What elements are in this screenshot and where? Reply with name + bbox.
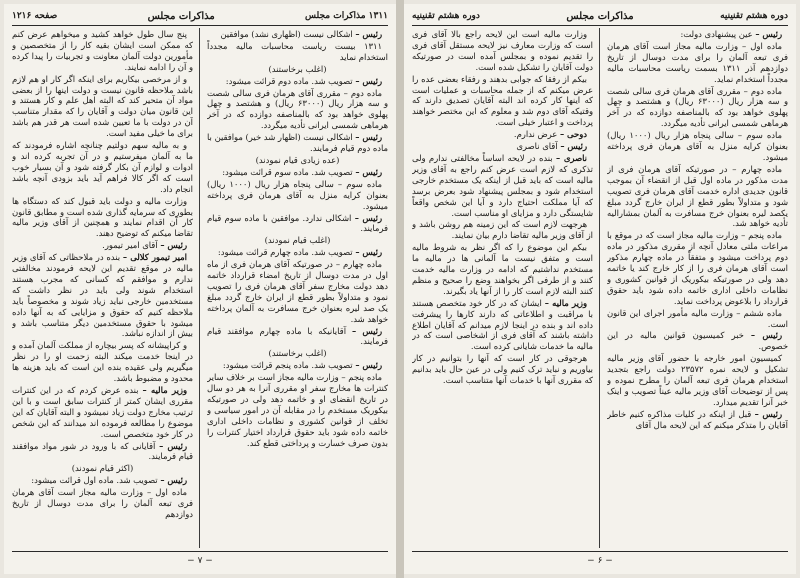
book-gutter: [396, 0, 404, 578]
page-number: − ۶ −: [587, 556, 613, 566]
body-paragraph: ۱۳۱۱ بیست ریاست محاسبات مالیه مجدداً استخدام نماید: [207, 40, 388, 62]
text-column-right: [207, 29, 388, 549]
speaker-name: امیر تیمور کلالی –: [122, 252, 187, 263]
speech-text: تصویب شد. ماده چهارم قرائت میشود:: [217, 247, 353, 258]
speaker-name: وزیر مالیه –: [544, 297, 588, 308]
speaker-paragraph: [607, 29, 788, 40]
vote-note: (اغلب برخاستند): [268, 348, 327, 359]
vote-note: (عده زیادی قیام نمودند): [255, 154, 340, 165]
speech-text: عین پیشنهادی دولت:: [680, 29, 753, 39]
speaker-name: رئیس –: [750, 330, 782, 341]
vote-note: (اغلب قیام نمودند): [264, 235, 331, 246]
body-paragraph: کمیسیون امور خارجه با حضور آقای وزیر مالیه تشکیل و لایحه نمره ۲۳۵۷۲ دولت راجع بتجدید استخدام هرمان فری تبعه آلمان را مطرح نموده و پس از توضیحات آقای وزیر مالیه عیناً تصویب و اینک خبر آنرا تقدیم میدارد.: [607, 353, 788, 407]
header-left: دوره هشتم تقنینیه: [412, 11, 480, 21]
page-left: [4, 4, 396, 574]
body-paragraph: بیکم از رفقا که جوابی بدهند و رفقاء بعضی عده را عرض میکنم که از جمله محاسبات و عملیات است که اینها کار کرده اند البته آقایان تصدیق دارند که وقتیکه آقای دوم شد و معلوم که این مختصر خواهند پرداخت و اعتبار خیلی است.: [412, 73, 593, 128]
page-header: [12, 8, 388, 24]
header-right: دوره هشتم تقنینیه: [720, 11, 788, 21]
speaker-paragraph: [207, 213, 388, 235]
page-right: [404, 4, 796, 574]
text-column-left: [412, 29, 593, 549]
speaker-paragraph: [207, 360, 388, 371]
body-paragraph: و کراپیشانه که پسر بیچاره از مملکت آلمان آمده و در اینجا خدمت میکند البته زحمت او را در نظر میگیریم ولی عقیده بنده این است که باید هزینه ها محدود و مضبوط باشد.: [12, 340, 193, 384]
speaker-paragraph: [12, 240, 193, 251]
speech-text: قبل از اینکه در کلیات مذاکره کنیم خاطر آقایان را متذکر میکنم که این لایحه مال آقای: [607, 408, 788, 430]
speaker-name: رئیس –: [755, 29, 782, 39]
speaker-name: ناصری –: [556, 152, 588, 163]
speech-text: آقای امیر تیمور.: [102, 240, 158, 251]
header-left: صفحه ۱۲۱۶: [12, 11, 58, 21]
speaker-paragraph: [207, 326, 388, 348]
speech-text: تصویب شد. ماده پنجم قرائت میشود:: [222, 360, 353, 371]
speech-text: تصویب شد. ماده سوم قرائت میشود:: [222, 166, 353, 177]
body-paragraph: وزارت مالیه و دولت باید قبول کند که دستگاه ها بطوری که سرمایه گذاری شده است و مطابق قانون کار آن اقدام نمایند و همچنین از آقای وزیر مالیه تقاضا میکنم که توضیح دهند.: [12, 195, 193, 239]
speaker-paragraph: [12, 475, 193, 486]
speaker-paragraph: [207, 132, 388, 154]
speech-text: بنده در ملاحظاتی که آقای وزیر مالیه در موقع تقدیم این لایحه فرمودند مخالفتی ندارم و موافقم که کسانی که مجرب هستند استخدام شوند ولی باید در نظر داشت که مستخدمین خارجی نباید زیاد شوند و مخصوصاً باید ملاحظه کنیم که حقوق و مزایایی که به آنها داده میشود با حقوق مستخدمین دیگر متناسب باشد و بیش از اندازه نباشد.: [12, 252, 193, 339]
speaker-name: رئیس –: [355, 29, 382, 39]
header-title: مذاکرات مجلس: [147, 10, 215, 22]
speaker-name: رئیس –: [754, 408, 782, 419]
body-paragraph: پنج سال طول خواهد کشید و میخواهم عرض کنم که ممکن است ایشان بقیه کار را از متخصصین و مأمورین دولت آلمان معاونت و تجربیات را پیدا کرده و آن را ادامه نمایند.: [12, 29, 193, 72]
speaker-name: رئیس –: [159, 440, 187, 451]
speech-text: خبر کمیسیون قوانین مالیه در این خصوص.: [607, 330, 788, 352]
header-right: ۱۳۱۱ مذاکرات مجلس: [305, 11, 388, 21]
speaker-paragraph: [607, 330, 788, 352]
speaker-name: وزیر مالیه –: [142, 385, 187, 395]
speaker-name: دوحی –: [559, 129, 587, 140]
body-paragraph: ماده چهارم – در صورتیکه آقای هرمان فری از مدت مذکور در ماده اول قبل از انقضاء آن بموجب قانون جدیدی اداره خدمت آقای هرمان فری تصویب شود و متداولاً بطور قطع از ایران خارج گردد مبلغ یکصد لیره بعنوان خرج مسافرت به آلمان بمشارالیه تأدیه خواهد شد.: [607, 163, 788, 229]
speaker-name: رئیس –: [352, 325, 383, 336]
speech-text: آقای ناصری: [516, 141, 558, 152]
speech-text: تصویب شد. ماده اول قرائت میشود:: [31, 475, 158, 486]
body-paragraph: ماده پنجم – وزارت مالیه مجاز است که در موقع با مراعات ملتی معادل آنچه از مقرری مذکور در ماده دوم پرداخت میشود و متفقاً در ماده چهارم مذکور است آقای هرمان فری را از کار خارج کند یا خاتمه دهد ولی در صورتیکه بیکوریک از قوانین کشوری و نظامات داخلی اداری خاتمه داده شود باید حقوق قرارداد را بلاعوض پرداخت نماید.: [607, 230, 788, 306]
speech-text: آقایانی که با ورود در شور مواد موافقند قیام فرمایند.: [12, 440, 193, 462]
speaker-name: رئیس –: [355, 132, 383, 143]
vote-note: (اغلب برخاستند): [268, 63, 327, 74]
speaker-paragraph: [12, 385, 193, 440]
speech-text: ایشان که در کار خود متخصص هستند با مراقبت و اطلاعاتی که دارند کارها را پیشرفت داده اند و بنده در اینجا لازم میدانم که آقایان اطلاع داشته باشند که آقای فری از اشخاصی است که در مالیه ما خدمات شایانی کرده است.: [412, 297, 593, 352]
speech-text: آقایانیکه با ماده چهارم موافقند قیام فرمایند.: [207, 325, 388, 347]
body-paragraph: و به مالیه سهم دولتیم چنانچه اشاره فرمودند که ما به آلمان میفرستیم و در آن تجربه کرده اند و ادوات و لوازم آن بکار گرفته شود و آن بسیار خوب است که اگر کالا فراهم آید باید بزودی آنچه باشد انجام داد.: [12, 140, 193, 194]
speaker-name: رئیس –: [355, 75, 382, 86]
speaker-name: رئیس –: [560, 141, 587, 152]
speaker-paragraph: [207, 247, 388, 258]
body-paragraph: هرجوقی در کار است که آنها را بتوانیم در کار بیاوریم و نباید ترک کنیم ولی در عین حال باید بدانیم که مقرری آنها با خدمات آنها متناسب است.: [412, 353, 593, 386]
speaker-paragraph: [12, 252, 193, 339]
page-number: − ۷ −: [187, 556, 213, 566]
speaker-paragraph: [412, 129, 593, 140]
body-paragraph: ماده سوم – سالی پنجاه هزار ریال (۱۰۰۰ ریال) بعنوان کرایه منزل به آقای هرمان فری پرداخته میشود.: [207, 178, 388, 211]
speech-text: عرض ندارم.: [513, 129, 558, 140]
footer-rule: [412, 551, 788, 552]
body-paragraph: ماده ششم – وزارت مالیه مأمور اجرای این قانون است.: [607, 307, 788, 329]
body-paragraph: ماده پنجم – وزارت مالیه مجاز است بر خلاف سایر کنترات ها مخارج سفر او مقرری آنرا به هر دو سال در تاریخ انقضای او و خاتمه دهد ولی در صورتیکه بیکوریک مستخدم را در مقابله آن در امور سیاسی و تخلف از قوانین کشوری و نظامات داخلی اداری خاتمه داده شود باید حقوق قرارداد اختیار کنترات را بدون صرف خسارت و پرداختی قطع کند.: [207, 372, 388, 448]
speaker-paragraph: [607, 409, 788, 431]
speech-text: اشکالی نیست (اظهار شد خیر) موافقین با ماده دوم قیام فرمایند.: [207, 132, 388, 154]
speech-text: بنده عرض کردم که در این کنترات مقرری ایشان کمتر از کنترات سابق است و با این ترتیب مخارج دولت زیاد نمیشود و البته آقایان که این موضوع را مطالعه فرموده اند میدانند که این شخص در کار خود متخصص است.: [12, 385, 193, 439]
speaker-name: رئیس –: [160, 475, 187, 486]
speaker-paragraph: [412, 298, 593, 353]
speech-text: اشکالی نیست (اظهاری نشد) موافقین: [220, 29, 353, 39]
body-paragraph: بیکم این موضوع را که اگر نظر به شروط مالیه است و متفق نیست ما آلمانی ها در مالیه ما مستخدم نداشتیم که ادامه در وزارت مالیه خدمت کنند و از طرفی اگر بخواهند وضع را صحیح و منظم کنند البته لازم است کار را از آنها یاد بگیرند.: [412, 242, 593, 296]
body-paragraph: ماده دوم – مقرری آقای هرمان فری سالی شصت و سه هزار ریال (۶۳۰۰۰ ریال) و هشتصد و چهل پهلوی خواهد بود که بالمناصفه دوازده که در آخر هرماهی شمسی ایرانی تأدیه میگردد.: [607, 85, 788, 129]
body-paragraph: وزارت مالیه است این لایحه راجع بالا آقای فری است که وزارت معارف نیز لایحه مستقل آقای فری را تقدیم نموده و بمجلس آمده است در صورتیکه دولت آقایان را تشکیل شده است.: [412, 29, 593, 72]
column-divider: [199, 28, 200, 548]
speaker-name: رئیس –: [355, 360, 382, 371]
body-paragraph: ماده چهارم – در صورتیکه آقای هرمان فری از ماه اول در مدت دوسال از تاریخ امضاء قرارداد خاتمه دهد دولت مخارج سفر آقای هرمان فری را تصویب نمود و متداولاً بطور قطع از ایران خارج گردد مبلغ یک صد لیره بعنوان خرج مسافرت به آلمان پرداخته خواهد شد.: [207, 259, 388, 324]
footer-rule: [12, 551, 388, 552]
speaker-name: رئیس –: [355, 247, 382, 258]
speaker-paragraph: [412, 141, 593, 152]
speaker-paragraph: [207, 29, 388, 40]
page-header: [412, 8, 788, 24]
speech-text: اشکالی ندارد. موافقین با ماده سوم قیام فرمایند.: [207, 212, 388, 234]
body-paragraph: ماده دوم – مقرری آقای هرمان فری سالی شصت و سه هزار ریال (۶۳۰۰۰ ریال) و هشتصد و چهل پهلوی خواهد بود که بالمناصفه دوازده که در آخر هرماهی شمسی ایرانی تأدیه میگردد.: [207, 87, 388, 131]
vote-note: (اکثر قیام نمودند): [71, 463, 134, 474]
text-column-left: [12, 29, 193, 549]
column-divider: [599, 28, 600, 548]
text-column-right: [607, 29, 788, 549]
header-rule: [12, 25, 388, 26]
body-paragraph: و از مرخصی بیکاریم برای اینکه اگر کار او هم لازم باشد ملاحظه قانون نیست و دولت اینها را از بعضی مواد آن متحیر کند که البته اهل علم و کار هستند و این قانون میان دولت و آقایان را که مقدار متناسب آن در دولت با ما تعیین شده است هر قدر هم باشد برای ما خیلی مفید است.: [12, 73, 193, 139]
speaker-paragraph: [412, 153, 593, 218]
body-paragraph: ماده اول – وزارت مالیه مجاز است آقای هرمان فری تبعه آلمان را برای مدت دوسال از تاریخ دوازدهم آذر ۱۳۱۱ بسمت ریاست محاسبات مالیه مجدداً استخدام نماید.: [607, 40, 788, 84]
body-paragraph: هرجهت لازم است که این زمینه هم روشن باشد و از آقای وزیر مالیه تقاضا دارم بیان نمایند.: [412, 219, 593, 241]
speaker-name: رئیس –: [354, 212, 382, 223]
speaker-paragraph: [12, 441, 193, 463]
header-rule: [412, 25, 788, 26]
speaker-paragraph: [207, 167, 388, 178]
body-paragraph: ماده اول – وزارت مالیه مجاز است آقای هرمان فری تبعه آلمان را برای مدت دوسال از تاریخ دوازدهم: [12, 487, 193, 519]
speaker-name: رئیس –: [355, 166, 382, 177]
speech-text: تصویب شد. ماده دوم قرائت میشود:: [225, 75, 353, 86]
speaker-name: رئیس –: [160, 240, 187, 251]
header-title: مذاکرات مجلس: [566, 10, 634, 22]
speaker-paragraph: [207, 76, 388, 87]
body-paragraph: ماده سوم – سالی پنجاه هزار ریال (۱۰۰۰ ریال) بعنوان کرایه منزل به آقای هرمان فری پرداخته میشود.: [607, 130, 788, 162]
speech-text: بنده در لایحه اساساً مخالفتی ندارم ولی تذکری که لازم است عرض کنم راجع به آقای وزیر مالیه است که باید قبل از اینکه یک مستخدم خارجی استخدام شود و بمجلس پیشنهاد شود بعرض برسد که آیا مملکت احتیاج دارد و آیا این شخص واقعاً شایستگی دارد و مزایای او مناسب است.: [412, 152, 593, 218]
